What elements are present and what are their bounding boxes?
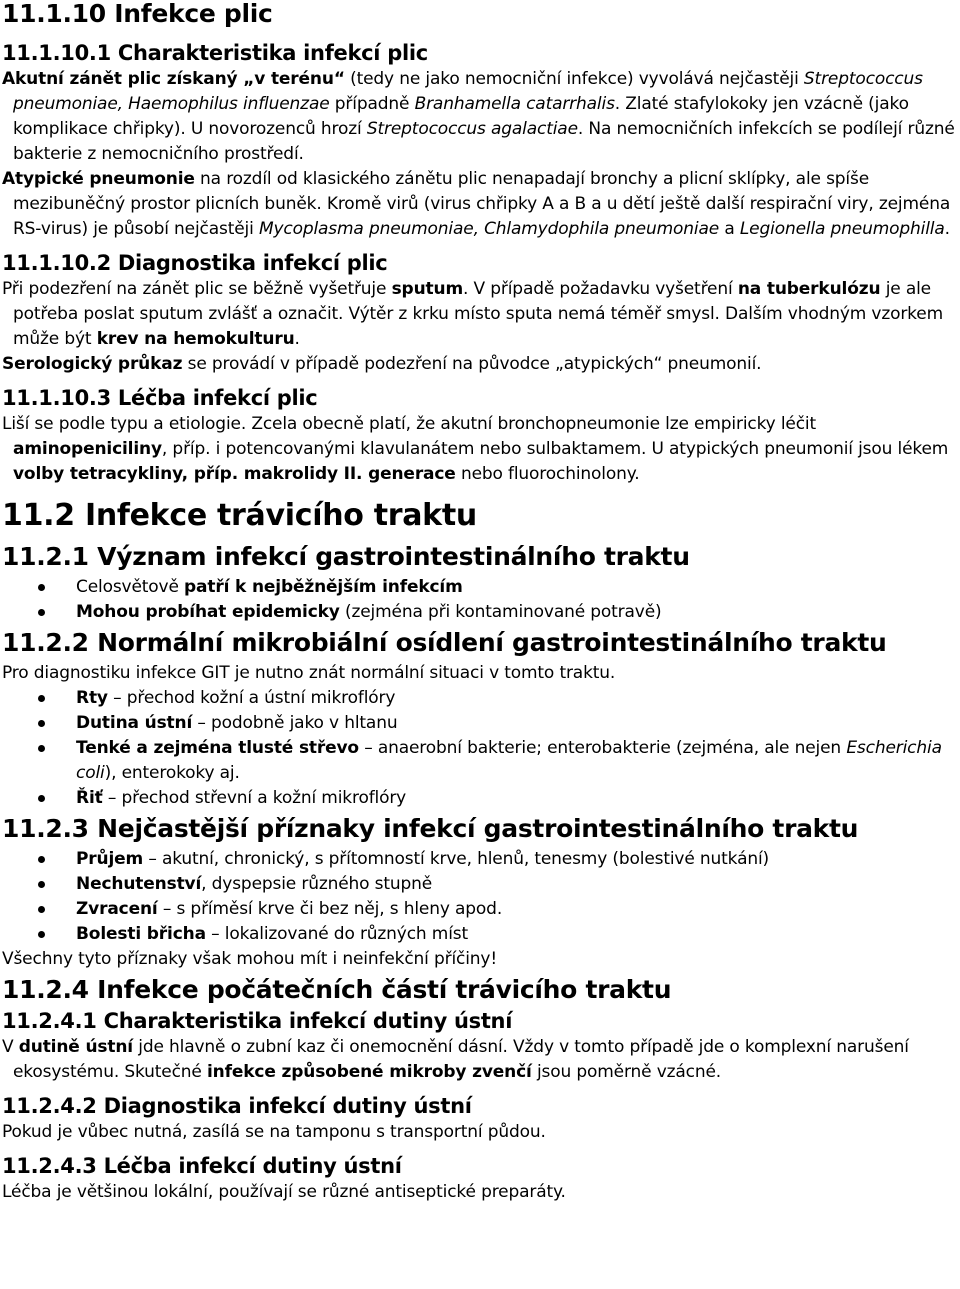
text-run: – podobně jako v hltanu — [192, 713, 398, 733]
subsection-heading-11-1-10-3: 11.1.10.3 Léčba infekcí plic — [2, 386, 318, 410]
bold-text: Rty — [76, 688, 108, 708]
bold-text: Nechutenství — [76, 874, 202, 894]
text-run: – akutní, chronický, s přítomností krve, hlenů, tenesmy (bolestivé nutkání) — [143, 849, 770, 869]
bold-text: Tenké a zejména tlusté střevo — [76, 738, 359, 758]
section-heading-11-2-3: 11.2.3 Nejčastější příznaky infekcí gastrointestinálního traktu — [2, 814, 859, 843]
bullet-icon — [38, 720, 45, 727]
text-run: jde hlavně o zubní kaz či onemocnění dásní. Vždy v tomto případě jde o komplexní narušení ekosystému. Skutečné — [13, 1037, 909, 1082]
text-run: na rozdíl od klasického zánětu plic nenapadají bronchy a plicní sklípky, ale spíše mezibuněčný prostor plicních buněk. Kromě virů (virus chřipky A a B a u dětí ještě další respirační viry, zejména RS-virus) je působí nejčastěji — [13, 169, 951, 239]
paragraph-diagnostics-sputum — [2, 277, 956, 352]
text-run: se provádí v případě podezření na původce „atypických“ pneumonií. — [182, 354, 762, 374]
bullet-icon — [38, 906, 45, 913]
paragraph-oral-treatment — [2, 1180, 956, 1205]
bullet-icon — [38, 856, 45, 863]
bold-text: Atypické pneumonie — [2, 169, 195, 189]
list-item — [2, 897, 956, 922]
text-run: Liší se podle typu a etiologie. Zcela obecně platí, že akutní bronchopneumonie lze empiricky léčit — [2, 414, 817, 434]
text-run: . — [944, 219, 950, 239]
bold-text: Průjem — [76, 849, 144, 869]
text-run: – lokalizované do různých míst — [205, 924, 469, 944]
text-run: Celosvětově — [76, 577, 185, 597]
subsection-heading-11-2-4-3: 11.2.4.3 Léčba infekcí dutiny ústní — [2, 1154, 402, 1178]
text-run: Všechny tyto příznaky však mohou mít i neinfekční příčiny! — [2, 949, 497, 969]
bold-text: dutině ústní — [18, 1037, 133, 1057]
bold-text: Zvracení — [76, 899, 158, 919]
bold-text: na tuberkulózu — [737, 279, 881, 299]
bold-text: Mohou probíhat epidemicky — [76, 602, 340, 622]
list-item — [2, 736, 956, 786]
bold-text: Bolesti břicha — [76, 924, 206, 944]
italic-text: Streptococcus agalactiae — [366, 119, 578, 139]
text-run: – přechod kožní a ústní mikroflóry — [107, 688, 396, 708]
bullet-icon — [38, 695, 45, 702]
list-item — [2, 922, 956, 947]
text-run: je ale potřeba poslat sputum zvlášť a označit. Výtěr z krku místo sputa nemá téměř smysl. Dalším vhodným vzorkem může být — [13, 279, 943, 349]
bold-text: sputum — [391, 279, 464, 299]
italic-text: Mycoplasma pneumoniae, Chlamydophila pneumoniae — [258, 219, 720, 239]
bold-text: aminopeniciliny — [13, 439, 162, 459]
paragraph-pneumonia-causes — [2, 67, 956, 167]
text-run: (tedy ne jako nemocniční infekce) vyvolává nejčastěji — [344, 69, 804, 89]
text-run: . — [294, 329, 300, 349]
list-symptoms — [2, 847, 956, 947]
text-run: a — [719, 219, 740, 239]
text-run: Pokud je vůbec nutná, zasílá se na tamponu s transportní půdou. — [2, 1122, 546, 1142]
text-run: . Na nemocničních infekcích se podílejí různé bakterie z nemocničního prostředí. — [13, 119, 955, 164]
paragraph-oral-diagnostics — [2, 1120, 956, 1145]
text-run: – anaerobní bakterie; enterobakterie (zejména, ale nejen — [358, 738, 847, 758]
text-run: V — [2, 1037, 19, 1057]
paragraph-treatment-lungs — [2, 412, 956, 487]
text-run: Léčba je většinou lokální, používají se různé antiseptické preparáty. — [2, 1182, 566, 1202]
bullet-icon — [38, 931, 45, 938]
text-run: , dyspepsie různého stupně — [201, 874, 433, 894]
list-significance — [2, 575, 956, 625]
bullet-icon — [38, 584, 45, 591]
bold-text: krev na hemokulturu — [96, 329, 295, 349]
section-heading-11-2-1: 11.2.1 Význam infekcí gastrointestinálního traktu — [2, 542, 690, 571]
text-run: – přechod střevní a kožní mikroflóry — [102, 788, 407, 808]
bold-text: Dutina ústní — [76, 713, 193, 733]
text-run: jsou poměrně vzácné. — [531, 1062, 722, 1082]
bold-text: volby tetracykliny, příp. makrolidy II. generace — [13, 464, 456, 484]
text-run: případně — [329, 94, 415, 114]
section-heading-11-2-4: 11.2.4 Infekce počátečních částí trávicího traktu — [2, 975, 672, 1004]
chapter-heading-11-2: 11.2 Infekce trávicího traktu — [2, 498, 477, 533]
subsection-heading-11-2-4-1: 11.2.4.1 Charakteristika infekcí dutiny ústní — [2, 1009, 513, 1033]
section-heading-11-1-10: 11.1.10 Infekce plic — [2, 0, 273, 28]
list-item — [2, 686, 956, 711]
paragraph-symptoms-note — [2, 947, 956, 972]
text-run: (zejména při kontaminované potravě) — [339, 602, 662, 622]
subsection-heading-11-1-10-2: 11.1.10.2 Diagnostika infekcí plic — [2, 251, 388, 275]
paragraph-serology — [2, 352, 956, 377]
paragraph-atypical-pneumonia — [2, 167, 956, 242]
text-run: , příp. i potencovanými klavulanátem nebo sulbaktamem. U atypických pneumonií jsou lékem — [161, 439, 949, 459]
list-item — [2, 600, 956, 625]
bullet-icon — [38, 609, 45, 616]
text-run: Při podezření na zánět plic se běžně vyšetřuje — [2, 279, 392, 299]
paragraph-oral-cavity — [2, 1035, 956, 1085]
list-item — [2, 872, 956, 897]
list-item — [2, 711, 956, 736]
section-heading-11-2-2: 11.2.2 Normální mikrobiální osídlení gastrointestinálního traktu — [2, 628, 887, 657]
bold-text: Serologický průkaz — [2, 354, 183, 374]
text-run: – s příměsí krve či bez něj, s hleny apod. — [157, 899, 503, 919]
bold-text: Akutní zánět plic získaný „v terénu“ — [2, 69, 345, 89]
paragraph-git-intro — [2, 661, 956, 686]
text-run: . Zlaté stafylokoky jen vzácně (jako komplikace chřipky). U novorozenců hrozí — [13, 94, 909, 139]
bullet-icon — [38, 881, 45, 888]
text-run: ), enterokoky aj. — [104, 763, 240, 783]
italic-text: Legionella pneumophilla — [739, 219, 945, 239]
bullet-icon — [38, 745, 45, 752]
list-item — [2, 575, 956, 600]
italic-text: Streptococcus pneumoniae, Haemophilus influenzae — [13, 69, 923, 114]
italic-text: Escherichia coli — [76, 738, 942, 783]
text-run: . V případě požadavku vyšetření — [463, 279, 738, 299]
list-normal-flora — [2, 686, 956, 811]
text-run: nebo fluorochinolony. — [455, 464, 640, 484]
bold-text: Řiť — [76, 788, 103, 808]
bold-text: infekce způsobené mikroby zvenčí — [207, 1062, 532, 1082]
text-run: Pro diagnostiku infekce GIT je nutno znát normální situaci v tomto traktu. — [2, 663, 616, 683]
subsection-heading-11-2-4-2: 11.2.4.2 Diagnostika infekcí dutiny ústní — [2, 1094, 472, 1118]
bullet-icon — [38, 795, 45, 802]
bold-text: patří k nejběžnějším infekcím — [184, 577, 463, 597]
list-item — [2, 786, 956, 811]
subsection-heading-11-1-10-1: 11.1.10.1 Charakteristika infekcí plic — [2, 41, 428, 65]
italic-text: Branhamella catarrhalis — [414, 94, 615, 114]
list-item — [2, 847, 956, 872]
